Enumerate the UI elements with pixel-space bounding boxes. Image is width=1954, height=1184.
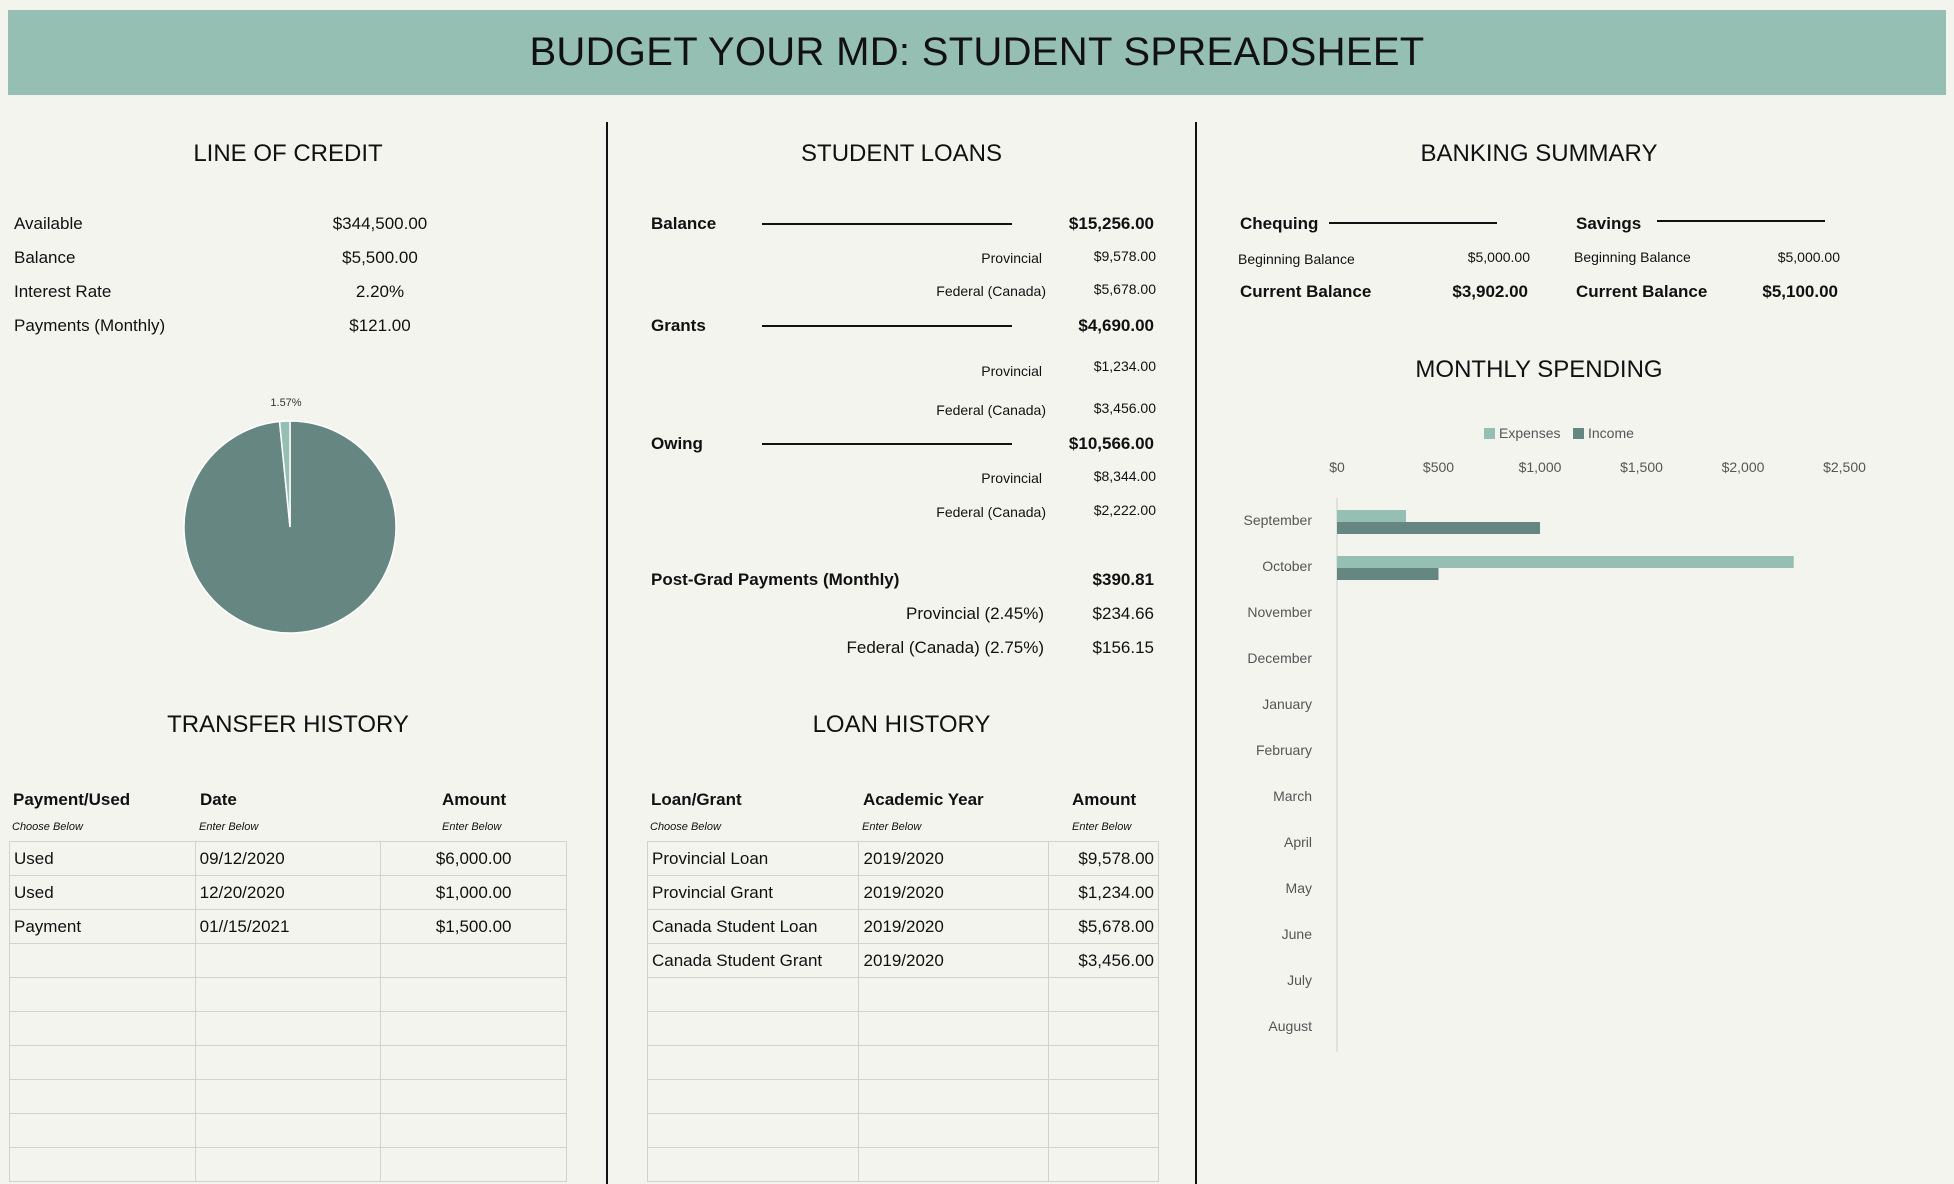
interest-rate-value[interactable]: 2.20% — [355, 282, 405, 301]
loan-cell-amount[interactable]: $1,234.00 — [1049, 876, 1159, 910]
transfer-hint-type: Choose Below — [12, 821, 83, 833]
legend-label: Income — [1588, 425, 1634, 441]
empty-cell[interactable] — [381, 978, 567, 1012]
interest-rate-label: Interest Rate — [14, 282, 112, 301]
empty-cell[interactable] — [859, 1046, 1049, 1080]
empty-cell[interactable] — [859, 1080, 1049, 1114]
student-loans-heading: STUDENT LOANS — [801, 140, 1002, 167]
empty-cell[interactable] — [1049, 1080, 1159, 1114]
loan-cell-year[interactable]: 2019/2020 — [859, 842, 1049, 876]
empty-cell[interactable] — [195, 1080, 381, 1114]
chequing-begin-label: Beginning Balance — [1238, 251, 1355, 267]
owing-provincial-value[interactable]: $8,344.00 — [1093, 468, 1156, 484]
empty-cell[interactable] — [381, 1012, 567, 1046]
owing-value[interactable]: $10,566.00 — [1068, 434, 1154, 453]
empty-cell[interactable] — [859, 978, 1049, 1012]
table-row — [10, 910, 567, 944]
available-value[interactable]: $344,500.00 — [332, 214, 428, 233]
grants-federal-label: Federal (Canada) — [936, 402, 1046, 418]
credit-pie-chart — [170, 390, 410, 640]
empty-cell[interactable] — [648, 1080, 859, 1114]
table-row — [648, 910, 1159, 944]
x-tick-label: $1,500 — [1620, 459, 1663, 475]
table-row — [10, 842, 567, 876]
transfer-col-type: Payment/Used — [13, 790, 131, 809]
bar-income — [1337, 522, 1540, 534]
chequing-current-value[interactable]: $3,902.00 — [1452, 282, 1528, 301]
transfer-cell-type[interactable]: Used — [10, 876, 196, 910]
table-row-empty — [10, 1148, 567, 1182]
payments-monthly-value[interactable]: $121.00 — [349, 316, 411, 335]
page-title: BUDGET YOUR MD: STUDENT SPREADSHEET — [529, 30, 1425, 74]
empty-cell[interactable] — [859, 1012, 1049, 1046]
table-row-empty — [648, 978, 1159, 1012]
transfer-history-heading: TRANSFER HISTORY — [167, 711, 409, 738]
empty-cell[interactable] — [381, 1046, 567, 1080]
table-row — [648, 876, 1159, 910]
x-tick-label: $1,000 — [1518, 459, 1562, 475]
title-banner — [8, 10, 1946, 95]
empty-cell[interactable] — [381, 944, 567, 978]
empty-cell[interactable] — [195, 944, 381, 978]
balance-federal-value[interactable]: $5,678.00 — [1093, 281, 1156, 297]
empty-cell[interactable] — [195, 1046, 381, 1080]
transfer-cell-type[interactable]: Payment — [10, 910, 196, 944]
monthly-spending-chart — [1200, 410, 1900, 1060]
empty-cell[interactable] — [195, 1148, 381, 1182]
empty-cell[interactable] — [1049, 978, 1159, 1012]
empty-cell[interactable] — [195, 978, 381, 1012]
transfer-history-table — [9, 841, 567, 1182]
savings-label: Savings — [1576, 214, 1642, 233]
balance-label: Balance — [14, 248, 76, 267]
available-label: Available — [14, 214, 83, 233]
table-row — [10, 876, 567, 910]
empty-cell[interactable] — [859, 1148, 1049, 1182]
x-tick-label: $500 — [1422, 459, 1455, 475]
table-row-empty — [648, 1114, 1159, 1148]
loan-history-heading: LOAN HISTORY — [812, 711, 991, 738]
empty-cell[interactable] — [10, 978, 196, 1012]
table-row — [648, 944, 1159, 978]
category-label: September — [1243, 512, 1312, 528]
category-label: November — [1247, 604, 1312, 620]
empty-cell[interactable] — [10, 1046, 196, 1080]
banking-summary-heading: BANKING SUMMARY — [1420, 140, 1658, 167]
empty-cell[interactable] — [1049, 1114, 1159, 1148]
grants-value[interactable]: $4,690.00 — [1078, 316, 1154, 335]
pie-percent-label: 1.57% — [270, 397, 302, 409]
loan-cell-amount[interactable]: $9,578.00 — [1049, 842, 1159, 876]
x-tick-label: $2,500 — [1823, 459, 1866, 475]
loan-hint-amount: Enter Below — [1072, 821, 1132, 833]
category-label: June — [1281, 926, 1312, 942]
balance-provincial-value[interactable]: $9,578.00 — [1093, 248, 1156, 264]
table-row-empty — [648, 1046, 1159, 1080]
loan-col-amount: Amount — [1072, 790, 1137, 809]
grants-rule — [762, 325, 1012, 327]
owing-provincial-label: Provincial — [981, 470, 1042, 486]
x-tick-label: $0 — [1329, 459, 1345, 475]
empty-cell[interactable] — [195, 1012, 381, 1046]
divider-right — [1195, 122, 1197, 1184]
legend-label: Expenses — [1499, 425, 1561, 441]
post-grad-label: Post-Grad Payments (Monthly) — [651, 570, 900, 589]
empty-cell[interactable] — [648, 1012, 859, 1046]
line-of-credit-heading: LINE OF CREDIT — [193, 140, 383, 167]
transfer-cell-date[interactable]: 09/12/2020 — [195, 842, 381, 876]
table-row-empty — [10, 1114, 567, 1148]
savings-begin-value[interactable]: $5,000.00 — [1777, 249, 1840, 265]
empty-cell[interactable] — [10, 1148, 196, 1182]
category-label: August — [1268, 1018, 1312, 1034]
category-label: April — [1283, 834, 1312, 850]
grants-label: Grants — [651, 316, 706, 335]
bar-expenses — [1337, 556, 1794, 568]
balance-rule — [762, 223, 1012, 225]
transfer-cell-amount[interactable]: $1,500.00 — [381, 910, 567, 944]
empty-cell[interactable] — [1049, 1012, 1159, 1046]
loan-cell-type[interactable]: Canada Student Grant — [648, 944, 859, 978]
transfer-col-date: Date — [200, 790, 237, 809]
loan-col-year: Academic Year — [863, 790, 984, 809]
empty-cell[interactable] — [381, 1148, 567, 1182]
table-row-empty — [648, 1012, 1159, 1046]
table-row-empty — [10, 1080, 567, 1114]
empty-cell[interactable] — [648, 1046, 859, 1080]
loan-hint-type: Choose Below — [650, 821, 721, 833]
empty-cell[interactable] — [381, 1114, 567, 1148]
loan-cell-type[interactable]: Canada Student Loan — [648, 910, 859, 944]
savings-current-label: Current Balance — [1576, 282, 1708, 301]
chequing-current-label: Current Balance — [1240, 282, 1372, 301]
category-label: October — [1262, 558, 1312, 574]
loan-cell-type[interactable]: Provincial Loan — [648, 842, 859, 876]
category-label: February — [1255, 742, 1312, 758]
transfer-hint-amount: Enter Below — [442, 821, 502, 833]
empty-cell[interactable] — [1049, 1046, 1159, 1080]
loan-cell-year[interactable]: 2019/2020 — [859, 876, 1049, 910]
loans-balance-label: Balance — [651, 214, 717, 233]
owing-rule — [762, 443, 1012, 445]
monthly-spending-heading: MONTHLY SPENDING — [1415, 356, 1663, 383]
bar-income — [1337, 568, 1439, 580]
empty-cell[interactable] — [10, 944, 196, 978]
transfer-col-amount: Amount — [442, 790, 507, 809]
table-row-empty — [10, 944, 567, 978]
empty-cell[interactable] — [648, 1114, 859, 1148]
owing-federal-label: Federal (Canada) — [936, 504, 1046, 520]
loan-cell-type[interactable]: Provincial Grant — [648, 876, 859, 910]
empty-cell[interactable] — [10, 1080, 196, 1114]
grants-federal-value[interactable]: $3,456.00 — [1093, 400, 1156, 416]
post-grad-federal-label: Federal (Canada) (2.75%) — [846, 638, 1044, 657]
transfer-cell-date[interactable]: 12/20/2020 — [195, 876, 381, 910]
empty-cell[interactable] — [1049, 1148, 1159, 1182]
loan-cell-amount[interactable]: $5,678.00 — [1049, 910, 1159, 944]
grants-provincial-value[interactable]: $1,234.00 — [1093, 358, 1156, 374]
owing-federal-value[interactable]: $2,222.00 — [1093, 502, 1156, 518]
table-row-empty — [10, 1012, 567, 1046]
legend-swatch — [1484, 428, 1495, 439]
category-label: July — [1287, 972, 1312, 988]
loan-cell-amount[interactable]: $3,456.00 — [1049, 944, 1159, 978]
category-label: December — [1247, 650, 1312, 666]
table-row-empty — [648, 1080, 1159, 1114]
table-row-empty — [10, 978, 567, 1012]
balance-provincial-label: Provincial — [981, 250, 1042, 266]
payments-monthly-label: Payments (Monthly) — [14, 316, 166, 335]
chequing-begin-value[interactable]: $5,000.00 — [1467, 249, 1530, 265]
grants-provincial-label: Provincial — [981, 363, 1042, 379]
post-grad-provincial-value[interactable]: $234.66 — [1092, 604, 1154, 623]
category-label: May — [1285, 880, 1312, 896]
loans-balance-value[interactable]: $15,256.00 — [1068, 214, 1154, 233]
transfer-cell-type[interactable]: Used — [10, 842, 196, 876]
empty-cell[interactable] — [195, 1114, 381, 1148]
savings-begin-label: Beginning Balance — [1574, 249, 1691, 265]
transfer-cell-date[interactable]: 01//15/2021 — [195, 910, 381, 944]
empty-cell[interactable] — [10, 1012, 196, 1046]
chequing-rule — [1329, 222, 1497, 224]
post-grad-value[interactable]: $390.81 — [1092, 570, 1154, 589]
loan-cell-year[interactable]: 2019/2020 — [859, 910, 1049, 944]
loan-hint-year: Enter Below — [862, 821, 922, 833]
owing-label: Owing — [651, 434, 703, 453]
legend-swatch — [1573, 428, 1584, 439]
post-grad-federal-value[interactable]: $156.15 — [1092, 638, 1154, 657]
empty-cell[interactable] — [381, 1080, 567, 1114]
savings-current-value[interactable]: $5,100.00 — [1762, 282, 1838, 301]
bar-expenses — [1337, 510, 1406, 522]
table-row-empty — [10, 1046, 567, 1080]
x-tick-label: $2,000 — [1721, 459, 1765, 475]
loan-col-type: Loan/Grant — [651, 790, 742, 809]
category-label: January — [1262, 696, 1312, 712]
post-grad-provincial-label: Provincial (2.45%) — [906, 604, 1044, 623]
divider-left — [606, 122, 608, 1184]
category-label: March — [1273, 788, 1312, 804]
balance-federal-label: Federal (Canada) — [936, 283, 1046, 299]
transfer-cell-amount[interactable]: $1,000.00 — [381, 876, 567, 910]
transfer-cell-amount[interactable]: $6,000.00 — [381, 842, 567, 876]
empty-cell[interactable] — [10, 1114, 196, 1148]
balance-value[interactable]: $5,500.00 — [342, 248, 418, 267]
chequing-label: Chequing — [1240, 214, 1319, 233]
table-row — [648, 842, 1159, 876]
loan-history-table — [647, 841, 1159, 1182]
savings-rule — [1657, 220, 1825, 222]
loan-cell-year[interactable]: 2019/2020 — [859, 944, 1049, 978]
empty-cell[interactable] — [648, 978, 859, 1012]
transfer-hint-date: Enter Below — [199, 821, 259, 833]
empty-cell[interactable] — [859, 1114, 1049, 1148]
table-row-empty — [648, 1148, 1159, 1182]
empty-cell[interactable] — [648, 1148, 859, 1182]
